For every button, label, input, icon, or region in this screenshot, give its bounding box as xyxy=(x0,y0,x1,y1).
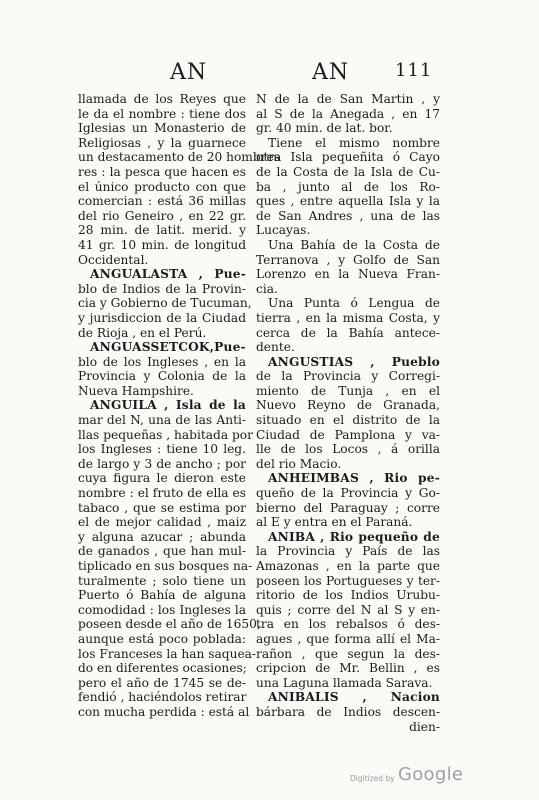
text-line: queño de la Provincia y Go- xyxy=(256,486,440,501)
text-line: Ciudad de Pamplona y va- xyxy=(256,427,440,442)
text-line: blo de los Ingleses , en la xyxy=(78,354,246,369)
text-line: cerca de la Bahía antece- xyxy=(256,325,440,340)
text-line: ANIBALIS , Nacion xyxy=(268,690,440,705)
text-line: Puerto ó Bahía de alguna xyxy=(78,588,246,603)
text-line: N de la de San Martin , y xyxy=(256,92,440,106)
text-line: del rio Macio. xyxy=(256,456,342,471)
text-line: Lorenzo en la Nueva Fran- xyxy=(256,267,440,282)
text-line: quis ; corre del N al S y en- xyxy=(256,602,440,617)
text-line: los Ingleses : tiene 10 leg. xyxy=(78,442,246,457)
text-line: llamada de los Reyes que xyxy=(78,92,246,106)
text-line: Terranova , y Golfo de San xyxy=(256,252,440,267)
text-line: comercian : está 36 millas xyxy=(78,194,246,209)
text-line: situado en el distrito de la xyxy=(256,413,440,428)
text-line: ANIBA , Rio pequeño de xyxy=(268,529,440,544)
running-head-left: AN xyxy=(170,60,208,85)
text-line: ANGUILA , Isla de la xyxy=(90,398,246,413)
text-line: nombre : el fruto de ella es xyxy=(78,486,246,501)
text-line: bárbara de Indios descen- xyxy=(256,704,440,719)
text-line: gr. 40 min. de lat. bor. xyxy=(256,121,393,136)
text-line: do en diferentes ocasiones; xyxy=(78,661,247,676)
text-line: de la Costa de la Isla de Cu- xyxy=(256,164,440,179)
text-line: con mucha perdida : está al xyxy=(78,704,250,719)
text-line: miento de Tunja , en el xyxy=(256,383,440,398)
text-line: ba , junto al de los Ro- xyxy=(256,179,440,194)
text-line: al E y entra en el Paraná. xyxy=(256,515,413,530)
text-line: de San Andres , una de las xyxy=(256,208,440,223)
text-line: lle de los Locos , á orilla xyxy=(256,442,440,457)
text-line: Nuevo Reyno de Granada, xyxy=(256,398,440,413)
text-line: pero el año de 1745 se de- xyxy=(78,675,246,690)
digitized-by-label: Digitized by xyxy=(350,774,395,783)
text-line: Nueva Hampshire. xyxy=(78,383,194,398)
text-line: del rio Geneiro , en 22 gr. xyxy=(78,208,246,223)
text-line: tierra , en la misma Costa, y xyxy=(256,310,440,325)
text-line: ques , entre aquella Isla y la xyxy=(256,194,440,209)
running-head xyxy=(80,60,460,90)
text-line: rañon , que segun la des- xyxy=(256,646,440,661)
google-logo: Google xyxy=(398,764,464,785)
text-line: los Franceses la han saquea- xyxy=(78,646,257,661)
text-line: ANGUASSETCOK,Pue- xyxy=(90,340,246,355)
text-line: otra Isla pequeñita ó Cayo xyxy=(256,150,440,165)
text-line: tra en los rebalsos ó des- xyxy=(256,617,440,632)
text-line: Provincia y Colonia de la xyxy=(78,369,246,384)
text-line: Religiosas , y la guarnece xyxy=(78,135,246,150)
text-line: Una Punta ó Lengua de xyxy=(268,296,440,311)
text-line: llas pequeñas , habitada por xyxy=(78,427,253,442)
text-line: de Rioja , en el Perú. xyxy=(78,325,207,340)
text-line: tiplicado en sus bosques na- xyxy=(78,559,253,573)
text-line: Amazonas , en la parte que xyxy=(256,559,440,573)
text-line: el de mejor calidad , maiz xyxy=(78,515,246,530)
text-line: fendió , haciéndolos retirar xyxy=(78,690,247,705)
text-line: poseen los Portugueses y ter- xyxy=(256,573,440,588)
text-line: de ganados , que han mul- xyxy=(78,544,246,559)
text-line: de la Provincia y Corregi- xyxy=(256,369,440,384)
text-line: el único producto con que xyxy=(78,179,246,194)
text-line: Lucayas. xyxy=(256,223,311,238)
text-line: ANGUALASTA , Pue- xyxy=(90,267,246,282)
running-head-middle: AN xyxy=(312,60,350,85)
text-line: un destacamento de 20 hombres xyxy=(78,150,280,165)
text-line: Una Bahía de la Costa de xyxy=(268,237,440,252)
text-line: dente. xyxy=(256,340,295,355)
text-line: Iglesias un Monasterio de xyxy=(78,121,246,136)
text-line: 41 gr. 10 min. de longitud xyxy=(78,237,246,252)
text-line: al S de la Anegada , en 17 xyxy=(256,106,440,121)
text-line: tabaco , que se estima por xyxy=(78,500,246,515)
text-line: la Provincia y País de las xyxy=(256,544,440,559)
text-line: Occidental. xyxy=(78,252,149,267)
text-line: ANHEIMBAS , Rio pe- xyxy=(268,471,440,486)
text-line: de largo y 3 de ancho ; por xyxy=(78,456,246,471)
text-line: le da el nombre : tiene dos xyxy=(78,106,246,121)
right-column xyxy=(256,92,440,734)
text-line: Tiene el mismo nombre xyxy=(268,135,440,150)
text-line: turalmente ; solo tiene un xyxy=(78,573,246,588)
text-line: y jurisdiccion de la Ciudad xyxy=(78,310,246,325)
text-line: dien- xyxy=(409,719,440,734)
text-line: mar del N, una de las Anti- xyxy=(78,413,246,428)
digitized-footer xyxy=(350,764,480,788)
text-line: aunque está poco poblada: xyxy=(78,631,246,646)
text-line: cuya figura le dieron este xyxy=(78,471,246,486)
text-line: poseen desde el año de 1650, xyxy=(78,617,261,632)
text-line: ritorio de los Indios Urubu- xyxy=(256,588,440,603)
text-line: una Laguna llamada Sarava. xyxy=(256,675,433,690)
text-line: comodidad : los Ingleses la xyxy=(78,602,246,617)
text-line: y alguna azucar ; abunda xyxy=(78,529,246,544)
text-line: cia. xyxy=(256,281,278,296)
text-line: cripcion de Mr. Bellin , es xyxy=(256,661,440,676)
text-line: agues , que forma allí el Ma- xyxy=(256,631,440,646)
text-line: cia y Gobierno de Tucuman, xyxy=(78,296,252,311)
text-line: 28 min. de latit. merid. y xyxy=(78,223,246,238)
text-line: ANGUSTIAS , Pueblo xyxy=(268,354,440,369)
page-number: 111 xyxy=(395,60,433,81)
text-line: bierno del Paraguay ; corre xyxy=(256,500,440,515)
text-line: res : la pesca que hacen es xyxy=(78,164,246,179)
text-line: blo de Indios de la Provin- xyxy=(78,281,246,296)
